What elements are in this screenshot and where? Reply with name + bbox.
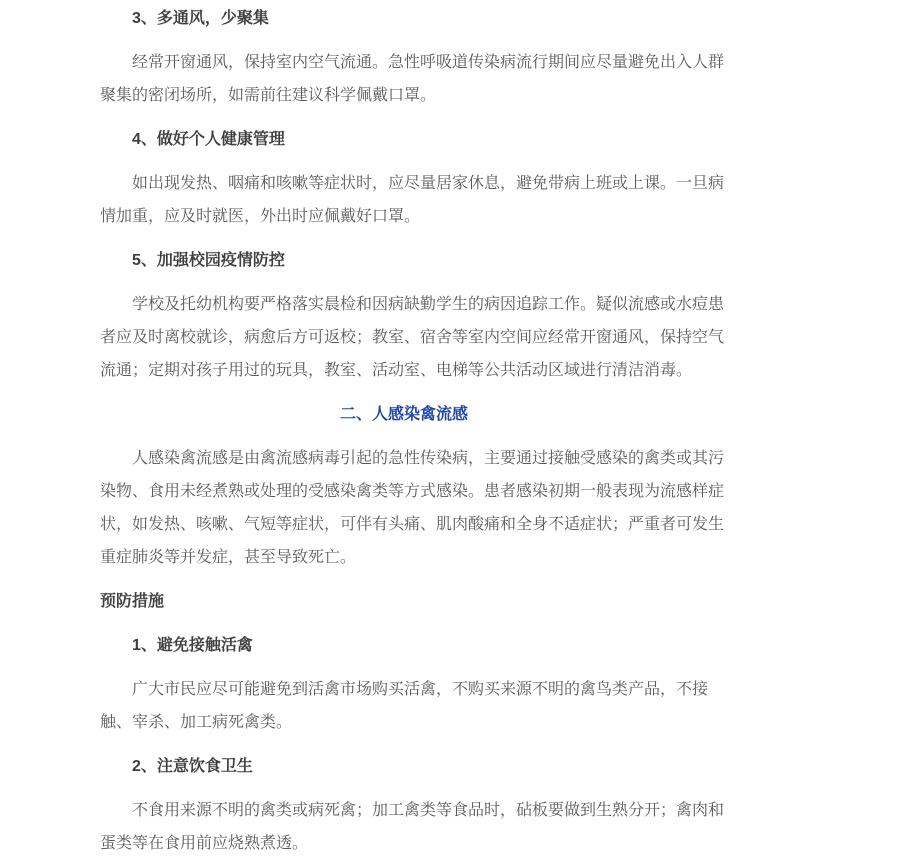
paragraph xyxy=(100,794,725,860)
paragraph xyxy=(100,673,708,739)
paragraph-line: 重症肺炎等并发症，甚至导致死亡。 xyxy=(100,549,357,566)
paragraph-line: 如出现发热、咽痛和咳嗽等症状时，应尽量居家休息，避免带病上班或上课。一旦病 xyxy=(132,175,725,192)
paragraph xyxy=(100,288,725,387)
paragraph-line: 学校及托幼机构要严格落实晨检和因病缺勤学生的病因追踪工作。疑似流感或水痘患 xyxy=(132,296,725,313)
section-subheading: 4、做好个人健康管理 xyxy=(132,131,285,148)
section-title: 二、人感染禽流感 xyxy=(339,406,468,423)
paragraph-line: 聚集的密闭场所，如需前往建议科学佩戴口罩。 xyxy=(100,87,437,104)
paragraph-line: 蛋类等在食用前应烧熟煮透。 xyxy=(100,835,309,852)
paragraph-line: 染物、食用未经煮熟或处理的受感染禽类等方式感染。患者感染初期一般表现为流感样症 xyxy=(100,483,725,500)
paragraph-line: 广大市民应尽可能避免到活禽市场购买活禽，不购买来源不明的禽鸟类产品，不接 xyxy=(132,681,709,698)
section-subheading: 3、多通风，少聚集 xyxy=(132,10,269,27)
paragraph-line: 经常开窗通风，保持室内空气流通。急性呼吸道传染病流行期间应尽量避免出入人群 xyxy=(132,54,725,71)
paragraph-line: 流通；定期对孩子用过的玩具，教室、活动室、电梯等公共活动区域进行清洁消毒。 xyxy=(100,362,693,379)
paragraph xyxy=(100,46,725,112)
paragraph-line: 触、宰杀、加工病死禽类。 xyxy=(100,714,293,731)
paragraph-line: 者应及时离校就诊，病愈后方可返校；教室、宿舍等室内空间应经常开窗通风，保持空气 xyxy=(100,329,725,346)
paragraph-line: 人感染禽流感是由禽流感病毒引起的急性传染病，主要通过接触受感染的禽类或其污 xyxy=(132,450,725,467)
paragraph-line: 不食用来源不明的禽类或病死禽；加工禽类等食品时，砧板要做到生熟分开；禽肉和 xyxy=(132,802,725,819)
label-heading: 预防措施 xyxy=(100,593,165,610)
section-subheading: 1、避免接触活禽 xyxy=(132,637,253,654)
paragraph-line: 状，如发热、咳嗽、气短等症状，可伴有头痛、肌肉酸痛和全身不适症状；严重者可发生 xyxy=(100,516,725,533)
section-subheading: 5、加强校园疫情防控 xyxy=(132,252,285,269)
paragraph xyxy=(100,442,725,574)
section-subheading: 2、注意饮食卫生 xyxy=(132,758,253,775)
paragraph-line: 情加重，应及时就医，外出时应佩戴好口罩。 xyxy=(100,208,421,225)
paragraph xyxy=(100,167,725,233)
